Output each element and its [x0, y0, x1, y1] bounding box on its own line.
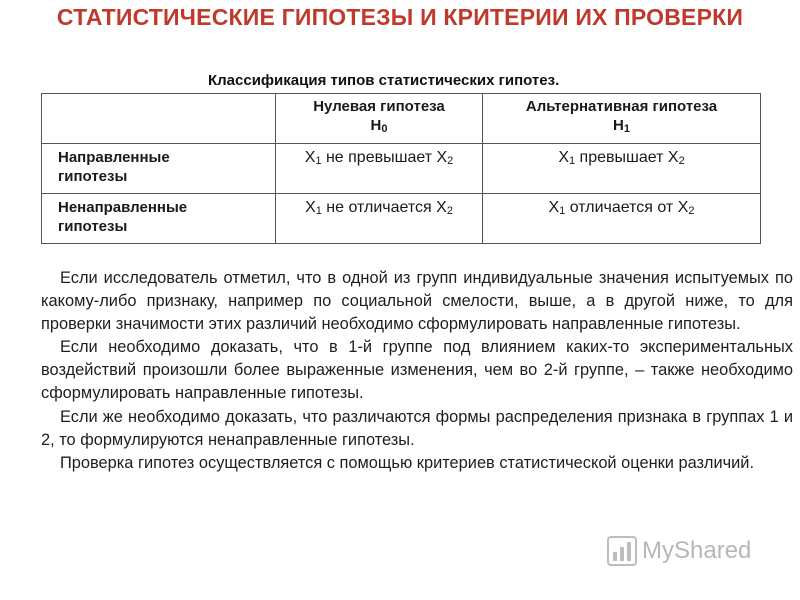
header-null-symbol: H0 [370, 117, 388, 135]
watermark [607, 536, 751, 566]
watermark-text: MyShared [642, 537, 752, 564]
paragraph: Если же необходимо доказать, что различаются формы распределения признака в группах 1 и 2, то формулируются ненаправленные гипотезы. [41, 407, 793, 449]
cell-directional-h1: X1 превышает X2 [483, 144, 761, 194]
table-row [42, 144, 761, 194]
hypothesis-table [41, 93, 761, 244]
table-caption: Классификация типов статистических гипотез. [208, 72, 560, 89]
table-row [42, 194, 761, 244]
paragraph: Проверка гипотез осуществляется с помощью критериев статистической оценки различий. [60, 453, 755, 472]
row-label-directional: Направленные гипотезы [42, 144, 276, 194]
paragraph: Если необходимо доказать, что в 1-й группе под влиянием каких-то экспериментальных воздействий произошли более выраженные изменения, чем во 2-й группе, – также необходимо сформулировать направленные гипотезы. [41, 338, 793, 403]
header-null-hypothesis [276, 94, 483, 144]
slide-title: СТАТИСТИЧЕСКИЕ ГИПОТЕЗЫ И КРИТЕРИИ ИХ ПРОВЕРКИ [56, 4, 744, 30]
cell-nondirectional-h1: X1 отличается от X2 [483, 194, 761, 244]
cell-directional-h0: X1 не превышает X2 [276, 144, 483, 194]
header-empty-cell [42, 94, 276, 144]
cell-nondirectional-h0: X1 не отличается X2 [276, 194, 483, 244]
header-alt-hypothesis [483, 94, 761, 144]
header-alt-symbol: H1 [613, 117, 630, 135]
table-header-row [42, 94, 761, 144]
header-null-name: Нулевая гипотеза [313, 98, 445, 115]
header-alt-name: Альтернативная гипотеза [525, 98, 718, 115]
bar-chart-icon [607, 536, 637, 566]
body-text [41, 267, 793, 475]
row-label-nondirectional: Ненаправленные гипотезы [42, 194, 276, 244]
paragraph: Если исследователь отметил, что в одной из групп индивидуальные значения испытуемых по какому-либо признаку, например по социальной смелости, выше, а в другой ниже, то для проверки значимости этих различий необходимо сформулировать направленные гипотезы. [41, 269, 793, 334]
